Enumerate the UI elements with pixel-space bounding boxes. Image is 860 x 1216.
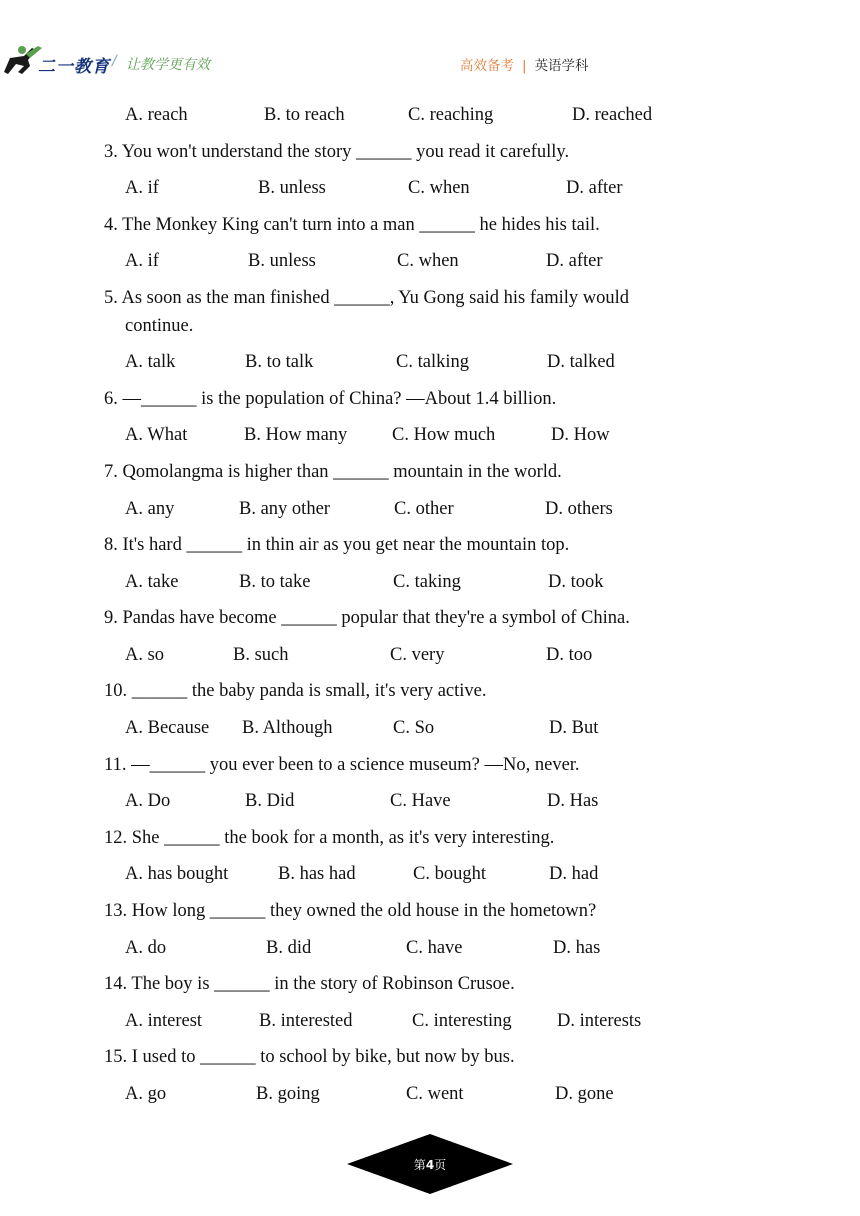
option-b: B. going <box>256 1084 320 1104</box>
page-header <box>0 0 860 100</box>
option-c: C. taking <box>393 572 461 592</box>
option-d: D. How <box>551 425 610 445</box>
header-subject <box>460 54 589 74</box>
option-c: C. So <box>393 718 435 738</box>
option-d: D. took <box>548 572 604 592</box>
option-c: C. bought <box>413 864 486 884</box>
option-b: B. such <box>233 645 289 665</box>
option-c: C. when <box>397 251 459 271</box>
option-b: B. to talk <box>245 352 314 372</box>
option-a: A. if <box>125 251 159 271</box>
option-a: A. talk <box>125 352 176 372</box>
option-a: A. has bought <box>125 864 229 884</box>
question-5: 5. As soon as the man finished ______, Yu Gong said his family would <box>104 288 629 308</box>
question-7: 7. Qomolangma is higher than ______ mountain in the world. <box>104 462 562 482</box>
question-9: 9. Pandas have become ______ popular that they're a symbol of China. <box>104 608 630 628</box>
option-d: D. But <box>549 718 599 738</box>
question-5-continued: continue. <box>125 316 194 336</box>
page-number <box>347 1156 513 1173</box>
option-b: B. Although <box>242 718 333 738</box>
header-subject-label: 英语学科 <box>534 58 589 74</box>
option-b: B. to take <box>239 572 311 592</box>
option-d: D. after <box>546 251 603 271</box>
option-b: B. unless <box>258 178 326 198</box>
option-b: B. has had <box>278 864 356 884</box>
option-c: C. very <box>390 645 445 665</box>
question-3: 3. You won't understand the story ______ you read it carefully. <box>104 142 570 162</box>
option-a: A. interest <box>125 1011 203 1031</box>
page-number-value: 4 <box>425 1158 435 1172</box>
option-c: C. went <box>406 1084 464 1104</box>
question-8: 8. It's hard ______ in thin air as you get near the mountain top. <box>104 535 570 555</box>
question-14: 14. The boy is ______ in the story of Robinson Crusoe. <box>104 974 515 994</box>
page-footer <box>347 1134 513 1194</box>
option-a: A. Because <box>125 718 210 738</box>
option-d: D. interests <box>557 1011 642 1031</box>
option-d: D. reached <box>572 105 653 125</box>
option-c: C. reaching <box>408 105 494 125</box>
question-15: 15. I used to ______ to school by bike, but now by bus. <box>104 1047 515 1067</box>
option-c: C. have <box>406 938 463 958</box>
option-d: D. had <box>549 864 599 884</box>
option-c: C. other <box>394 499 454 519</box>
header-slash: / <box>112 53 117 69</box>
option-b: B. interested <box>259 1011 353 1031</box>
brand-name: 二一教育 <box>38 57 110 77</box>
option-d: D. gone <box>555 1084 614 1104</box>
option-c: C. talking <box>396 352 469 372</box>
option-b: B. any other <box>239 499 330 519</box>
option-c: C. interesting <box>412 1011 512 1031</box>
option-c: C. Have <box>390 791 451 811</box>
option-c: C. when <box>408 178 470 198</box>
brand-slogan: 让教学更有效 <box>126 57 210 73</box>
question-10: 10. ______ the baby panda is small, it's very active. <box>104 681 487 701</box>
option-a: A. so <box>125 645 165 665</box>
question-13: 13. How long ______ they owned the old house in the hometown? <box>104 901 597 921</box>
question-4: 4. The Monkey King can't turn into a man ______ he hides his tail. <box>104 215 600 235</box>
option-a: A. do <box>125 938 167 958</box>
option-b: B. to reach <box>264 105 345 125</box>
option-d: D. after <box>566 178 623 198</box>
option-d: D. has <box>553 938 601 958</box>
option-b: B. Did <box>245 791 295 811</box>
option-b: B. How many <box>244 425 348 445</box>
option-d: D. others <box>545 499 613 519</box>
header-separator: | <box>522 58 527 74</box>
page-suffix: 页 <box>434 1158 447 1172</box>
option-a: A. any <box>125 499 175 519</box>
page-prefix: 第 <box>413 1158 426 1172</box>
option-a: A. if <box>125 178 159 198</box>
option-d: D. too <box>546 645 593 665</box>
option-a: A. go <box>125 1084 167 1104</box>
option-a: A. Do <box>125 791 171 811</box>
question-12: 12. She ______ the book for a month, as it's very interesting. <box>104 828 555 848</box>
header-exam-label: 高效备考 <box>460 58 514 74</box>
question-11: 11. —______ you ever been to a science museum? —No, never. <box>104 755 580 775</box>
option-b: B. did <box>266 938 312 958</box>
option-a: A. take <box>125 572 179 592</box>
option-a: A. What <box>125 425 188 445</box>
option-a: A. reach <box>125 105 188 125</box>
question-6: 6. —______ is the population of China? —About 1.4 billion. <box>104 389 557 409</box>
option-b: B. unless <box>248 251 316 271</box>
option-c: C. How much <box>392 425 496 445</box>
option-d: D. Has <box>547 791 599 811</box>
option-d: D. talked <box>547 352 615 372</box>
